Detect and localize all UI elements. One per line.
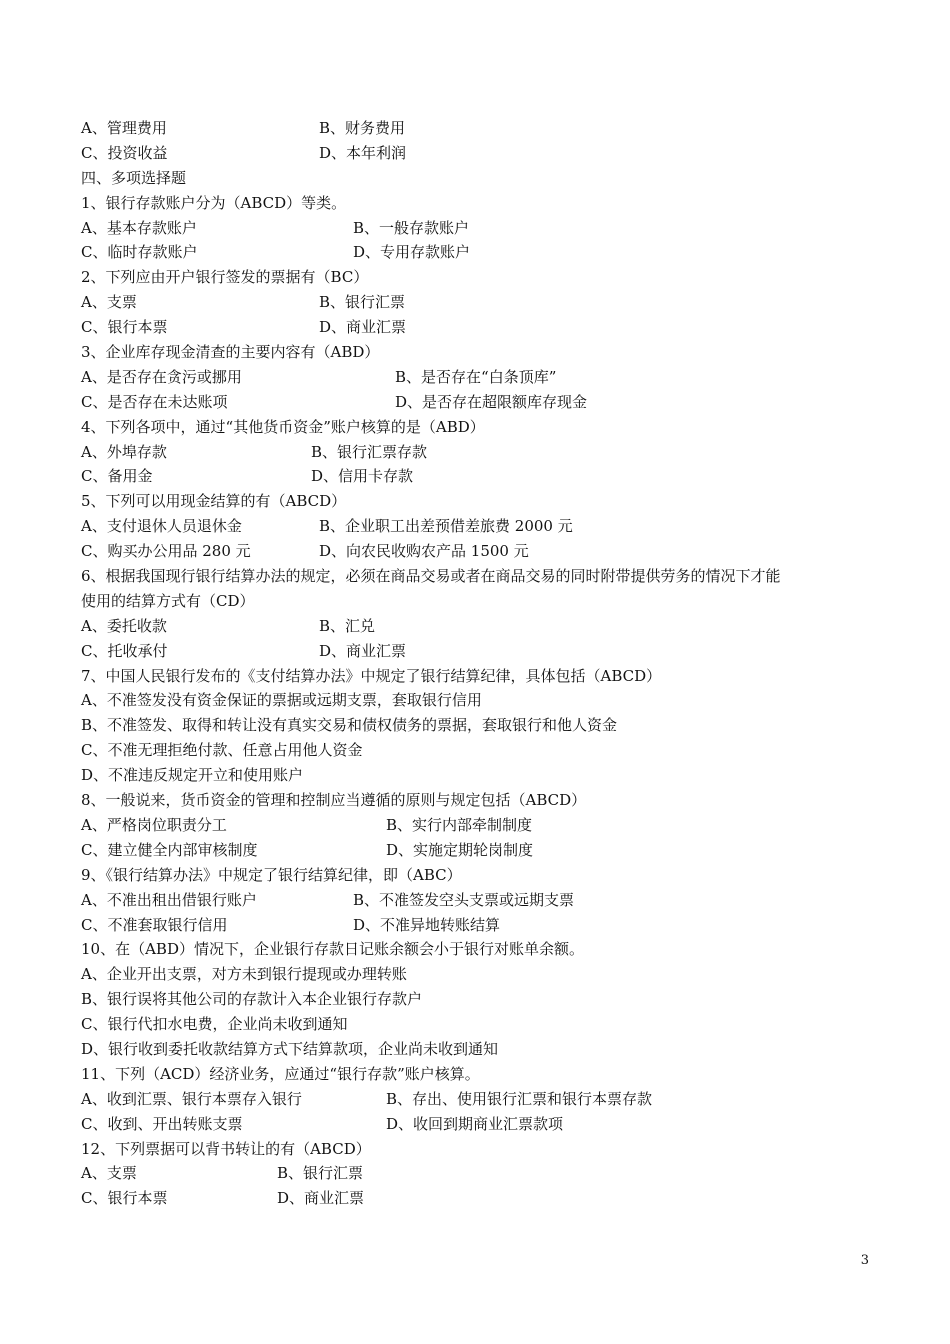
- option-row: [81, 639, 881, 664]
- text-line: D、不准违反规定开立和使用账户: [81, 766, 304, 785]
- option-left: A、外埠存款: [81, 442, 167, 461]
- text-line: 2、下列应由开户银行签发的票据有（BC）: [81, 268, 369, 287]
- option-row: [81, 813, 881, 838]
- page-number: 3: [860, 1253, 869, 1268]
- option-right: B、实行内部牵制制度: [386, 815, 533, 834]
- option-right: D、向农民收购农产品 1500 元: [319, 542, 529, 561]
- option-right: B、财务费用: [319, 119, 406, 137]
- option-left: C、备用金: [81, 467, 153, 486]
- option-row: [81, 390, 881, 415]
- option-left: A、收到汇票、银行本票存入银行: [81, 1089, 302, 1108]
- option-right: B、银行汇票存款: [311, 442, 428, 461]
- text-line: 9、《银行结算办法》中规定了银行结算纪律，即（ABC）: [81, 865, 462, 884]
- option-left: A、支票: [81, 1164, 137, 1183]
- option-left: C、建立健全内部审核制度: [81, 840, 258, 859]
- text-line: 4、下列各项中，通过“其他货币资金”账户核算的是（ABD）: [81, 417, 485, 436]
- option-right: D、收回到期商业汇票款项: [386, 1114, 564, 1133]
- option-left: C、投资收益: [81, 143, 168, 162]
- option-left: C、收到、开出转账支票: [81, 1114, 243, 1133]
- option-right: D、专用存款账户: [353, 243, 471, 262]
- option-right: D、商业汇票: [319, 641, 407, 660]
- text-line: C、银行代扣水电费，企业尚未收到通知: [81, 1015, 348, 1034]
- option-row: [81, 514, 881, 539]
- text-line: 1、银行存款账户分为（ABCD）等类。: [81, 193, 347, 212]
- option-left: C、不准套取银行信用: [81, 915, 228, 934]
- option-right: B、一般存款账户: [353, 218, 470, 237]
- option-left: C、是否存在未达账项: [81, 392, 228, 411]
- option-right: D、商业汇票: [319, 318, 407, 337]
- option-row: [81, 216, 881, 241]
- option-right: D、本年利润: [319, 143, 407, 162]
- option-left: A、支票: [81, 293, 137, 312]
- text-line: A、企业开出支票，对方未到银行提现或办理转账: [81, 965, 407, 984]
- option-row: [81, 1087, 881, 1112]
- text-line: 10、在（ABD）情况下，企业银行存款日记账余额会小于银行对账单余额。: [81, 940, 584, 959]
- text-line: 8、一般说来，货币资金的管理和控制应当遵循的原则与规定包括（ABCD）: [81, 791, 587, 810]
- option-right: B、汇兑: [319, 616, 376, 635]
- option-right: B、银行汇票: [319, 293, 406, 312]
- option-row: [81, 838, 881, 863]
- text-line: 3、企业库存现金清查的主要内容有（ABD）: [81, 343, 380, 362]
- text-line: B、不准签发、取得和转让没有真实交易和债权债务的票据，套取银行和他人资金: [81, 716, 618, 735]
- option-right: B、不准签发空头支票或远期支票: [353, 890, 575, 909]
- text-line: 6、根据我国现行银行结算办法的规定，必须在商品交易或者在商品交易的同时附带提供劳务的情况下才能: [81, 567, 781, 586]
- text-line: A、不准签发没有资金保证的票据或远期支票，套取银行信用: [81, 691, 482, 710]
- option-row: [81, 614, 881, 639]
- option-right: D、信用卡存款: [311, 467, 414, 486]
- option-row: [81, 1186, 881, 1211]
- option-right: B、存出、使用银行汇票和银行本票存款: [386, 1089, 653, 1108]
- text-line: 11、下列（ACD）经济业务，应通过“银行存款”账户核算。: [81, 1064, 480, 1083]
- question-list: [81, 116, 881, 1211]
- option-right: D、商业汇票: [277, 1189, 365, 1208]
- option-row: [81, 1161, 881, 1186]
- option-left: A、管理费用: [81, 119, 167, 137]
- option-row: [81, 539, 881, 564]
- option-row: [81, 141, 881, 166]
- option-row: [81, 116, 881, 141]
- option-left: A、严格岗位职责分工: [81, 815, 227, 834]
- option-row: [81, 888, 881, 913]
- option-right: D、实施定期轮岗制度: [386, 840, 534, 859]
- option-left: A、基本存款账户: [81, 218, 197, 237]
- option-right: B、是否存在“白条顶库”: [395, 367, 557, 386]
- text-line: 7、中国人民银行发布的《支付结算办法》中规定了银行结算纪律，具体包括（ABCD）: [81, 666, 662, 685]
- option-left: C、临时存款账户: [81, 243, 198, 262]
- option-left: A、不准出租出借银行账户: [81, 890, 257, 909]
- option-row: [81, 290, 881, 315]
- text-line: D、银行收到委托收款结算方式下结算款项，企业尚未收到通知: [81, 1039, 499, 1058]
- option-row: [81, 315, 881, 340]
- option-row: [81, 464, 881, 489]
- text-line: B、银行误将其他公司的存款计入本企业银行存款户: [81, 990, 423, 1009]
- option-left: A、支付退休人员退休金: [81, 517, 242, 536]
- option-row: [81, 1112, 881, 1137]
- option-left: C、银行本票: [81, 318, 168, 337]
- option-left: A、委托收款: [81, 616, 167, 635]
- option-left: C、银行本票: [81, 1189, 168, 1208]
- text-line: 5、下列可以用现金结算的有（ABCD）: [81, 492, 347, 511]
- option-right: D、是否存在超限额库存现金: [395, 392, 588, 411]
- option-row: [81, 240, 881, 265]
- option-row: [81, 440, 881, 465]
- option-right: B、银行汇票: [277, 1164, 364, 1183]
- option-right: B、企业职工出差预借差旅费 2000 元: [319, 517, 573, 536]
- option-left: C、购买办公用品 280 元: [81, 542, 251, 561]
- text-line: 四、多项选择题: [81, 168, 187, 187]
- option-left: C、托收承付: [81, 641, 168, 660]
- option-left: A、是否存在贪污或挪用: [81, 367, 242, 386]
- option-row: [81, 365, 881, 390]
- text-line: C、不准无理拒绝付款、任意占用他人资金: [81, 741, 363, 760]
- text-line: 12、下列票据可以背书转让的有（ABCD）: [81, 1139, 371, 1158]
- option-right: D、不准异地转账结算: [353, 915, 501, 934]
- option-row: [81, 913, 881, 938]
- text-line: 使用的结算方式有（CD）: [81, 591, 255, 610]
